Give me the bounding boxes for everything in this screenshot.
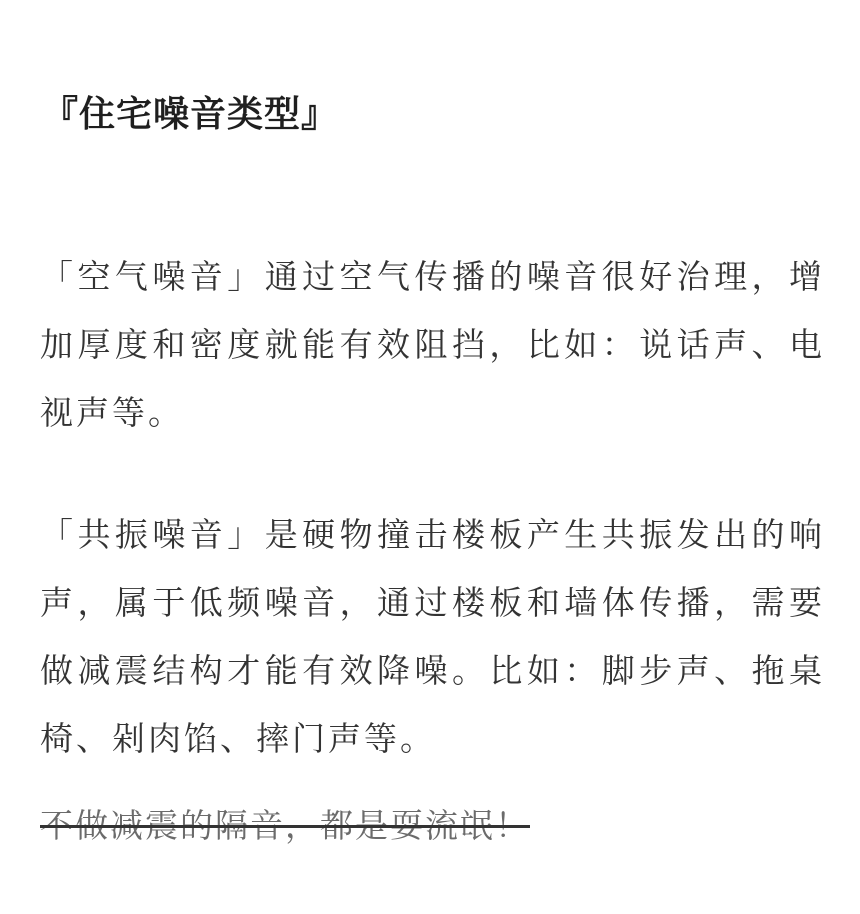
resonance-noise-paragraph: 「共振噪音」是硬物撞击楼板产生共振发出的响声，属于低频噪音，通过楼板和墙体传播，需要做减震结构才能有效降噪。比如：脚步声、拖桌椅、剁肉馅、摔门声等。	[40, 515, 825, 758]
strikethrough-note: 不做减震的隔音，都是耍流氓！	[40, 806, 530, 845]
section-heading: 『住宅噪音类型』	[42, 94, 339, 135]
air-noise-paragraph: 「空气噪音」通过空气传播的噪音很好治理，增加厚度和密度就能有效阻挡，比如：说话声、电视声等。	[40, 257, 825, 432]
